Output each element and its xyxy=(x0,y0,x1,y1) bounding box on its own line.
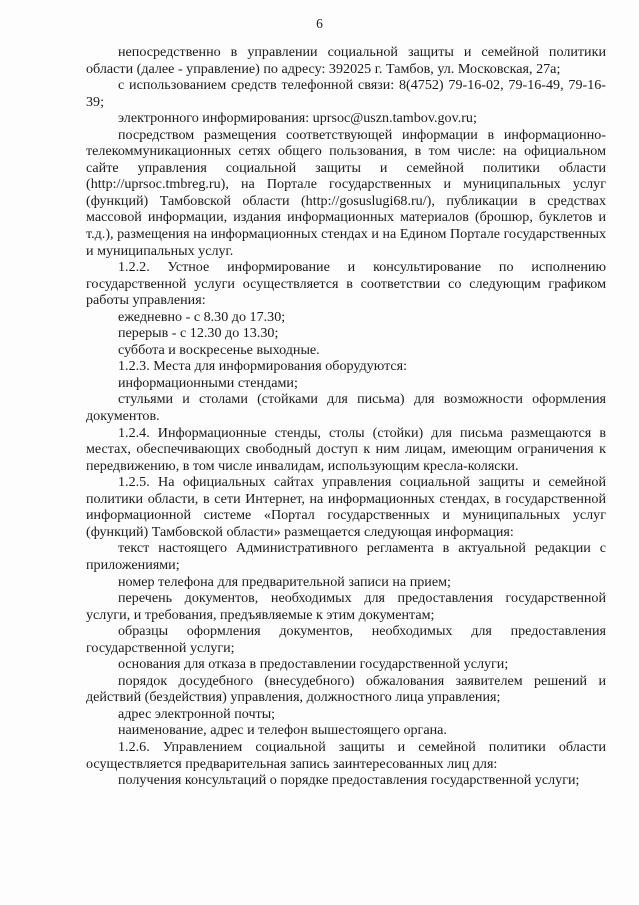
paragraph-chairs: стульями и столами (стойками для письма) для возможности оформления документов. xyxy=(86,391,606,425)
paragraph-phone: с использованием средств телефонной связи: 8(4752) 79-16-02, 79-16-49, 79-16-39; xyxy=(86,77,606,110)
paragraph-higher-authority: наименование, адрес и телефон вышестоящего органа. xyxy=(118,722,447,739)
paragraph-address: непосредственно в управлении социальной защиты и семейной политики области (далее - управление) по адресу: 392025 г. Тамбов, ул. Московская, 27а; xyxy=(86,44,606,77)
paragraph-refusal: основания для отказа в предоставлении государственной услуги; xyxy=(118,656,509,673)
paragraph-document-list: перечень документов, необходимых для предоставления государственной услуги, и требования, предъявляемые к этим документам; xyxy=(86,590,606,623)
paragraph-schedule-daily: ежедневно - с 8.30 до 17.30; xyxy=(118,308,286,325)
paragraph-email-address: адрес электронной почты; xyxy=(118,705,276,722)
page-number: 6 xyxy=(316,16,323,31)
paragraph-1-2-2: 1.2.2. Устное информирование и консультирование по исполнению государственной услуги осуществляется в соответствии со следующим графиком работы управления: xyxy=(86,259,606,309)
paragraph-stands: информационными стендами; xyxy=(118,374,298,391)
paragraph-schedule-weekend: суббота и воскресенье выходные. xyxy=(118,341,320,358)
paragraph-consultations: получения консультаций о порядке предоставления государственной услуги; xyxy=(118,772,580,789)
paragraph-1-2-6: 1.2.6. Управлением социальной защиты и семейной политики области осуществляется предварительная запись заинтересованных лиц для: xyxy=(86,738,606,772)
paragraph-internet: посредством размещения соответствующей информации в информационно-телекоммуникационных сетях общего пользования, в том числе: на официальном сайте управления социальной защиты и семейной политики области (http://uprsoc.tmbreg.ru), на Портале государственных и муниципальных услуг (функций) Тамбовской области (http://gosuslugi68.ru/), публикации в средствах массовой информации, издания информационных материалов (брошюр, буклетов и т.д.), размещения на информационных стендах и на Едином Портале государственных и муниципальных услуг. xyxy=(86,126,606,259)
paragraph-appeal: порядок досудебного (внесудебного) обжалования заявителем решений и действий (бездействия) управления, должностного лица управления; xyxy=(86,672,606,706)
paragraph-1-2-5: 1.2.5. На официальных сайтах управления социальной защиты и семейной политики области, в сети Интернет, на информационных стендах, в государственной информационной системе «Портал государственных и муниципальных услуг (функций) Тамбовской области» размещается следующая информация: xyxy=(86,474,606,540)
paragraph-email: электронного информирования: uprsoc@uszn.tambov.gov.ru; xyxy=(118,110,477,127)
paragraph-phone-booking: номер телефона для предварительной записи на прием; xyxy=(118,573,451,590)
paragraph-1-2-4: 1.2.4. Информационные стенды, столы (стойки) для письма размещаются в местах, обеспечивающих свободный доступ к ним лицам, имеющим ограничения к передвижению, в том числе инвалидам, использующим кресла-коляски. xyxy=(86,424,606,474)
paragraph-schedule-break: перерыв - с 12.30 до 13.30; xyxy=(118,325,279,342)
paragraph-1-2-3: 1.2.3. Места для информирования оборудуются: xyxy=(118,358,408,375)
paragraph-reglament-text: текст настоящего Административного регламента в актуальной редакции с приложениями; xyxy=(86,540,606,573)
document-body xyxy=(86,44,606,789)
paragraph-samples: образцы оформления документов, необходимых для предоставления государственной услуги; xyxy=(86,623,606,656)
